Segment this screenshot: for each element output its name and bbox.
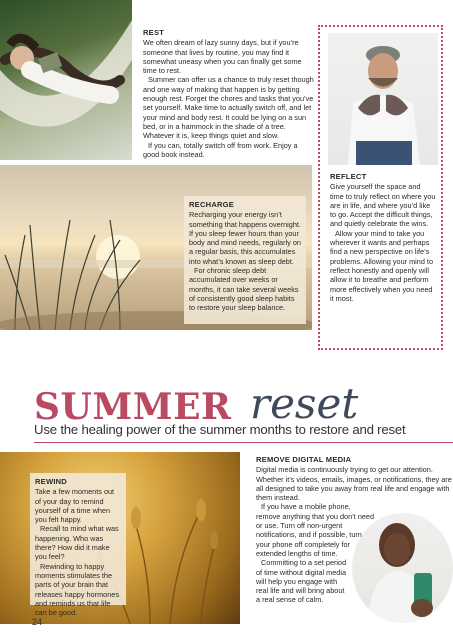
digital-media-heading: REMOVE DIGITAL MEDIA [256,455,352,464]
digital-media-paragraph-2: If you have a mobile phone, remove anything that you don’t need or use. Turn off non-urgent notifications, and if possible, turn your phone off completely for extended lengths of time. [256,502,375,558]
digital-media-section [256,455,452,605]
rewind-box [30,473,126,618]
reflect-paragraph-2: Allow your mind to take you wherever it wants and perhaps find a new perspective on life’s problems. Allowing your mind to reflect honestly and openly will allow it to breathe and perform more effectively when you need it most. [330,228,434,303]
digital-media-paragraph-3: Committing to a set period of time without digital media will help you engage with real life and will bring about a real sense of calm. [256,558,347,605]
rest-paragraph-2: Summer can offer us a chance to truly reset though and one way of making that happen is by getting enough rest. Forget the chores and tasks that you’ve set yourself. Make time to actually switch off, and let your mind and body rest. It could be lying on a sun bed, or in a hammock in the shade of a tree. Whatever it is, keep things quiet and slow. [143,75,314,141]
rewind-paragraph-3: Rewinding to happy moments stimulates the parts of your brain that releases happy hormones and reminds us that life can be good. [35,561,119,618]
rest-paragraph-1: We often dream of lazy sunny days, but if you’re someone that lives by routine, you may find it somewhat uneasy when you can finally get some time to rest. [143,38,302,76]
rest-paragraph-3: If you can, totally switch off from work. Enjoy a good book instead. [143,140,298,159]
recharge-heading: RECHARGE [189,200,235,209]
digital-media-paragraph-1: Digital media is continuously trying to get our attention. Whether it’s videos, emails, images, or notifications, they are all designed to take you away from real life and engage with them instead. [256,465,452,503]
reflect-section [330,172,436,303]
title-reset: reset [250,379,359,428]
title-underline [34,442,453,443]
title-summer: SUMMER [34,386,232,428]
reflect-heading: REFLECT [330,172,367,181]
rewind-paragraph-1: Take a few moments out of your day to remind yourself of a time when you felt happy. [35,487,115,525]
page-number: 24 [32,617,43,627]
reflect-paragraph-1: Give yourself the space and time to truly reflect on where you are in life, and where you’d like to go. Accept the difficult things, and quietly celebrate the wins. [330,182,436,229]
rest-section [143,28,315,159]
hammock-photo [0,0,132,160]
rest-heading: REST [143,28,165,37]
rewind-heading: REWIND [35,477,67,486]
recharge-paragraph-2: For chronic sleep debt accumulated over weeks or months, it can take several weeks of consistently good sleep habits to restore your sleep balance. [189,266,299,313]
recharge-paragraph-1: Recharging your energy isn’t something that happens overnight. If you sleep fewer hours than your body and mind needs, regularly on a regular basis, this accumulates into what’s known as sleep debt. [189,210,301,266]
hammock-illustration [0,0,132,160]
recharge-box [184,196,306,324]
subtitle: Use the healing power of the summer months to restore and reset [34,422,406,437]
rewind-paragraph-2: Recall to mind what was happening. Who was there? How did it make you feel? [35,524,119,562]
